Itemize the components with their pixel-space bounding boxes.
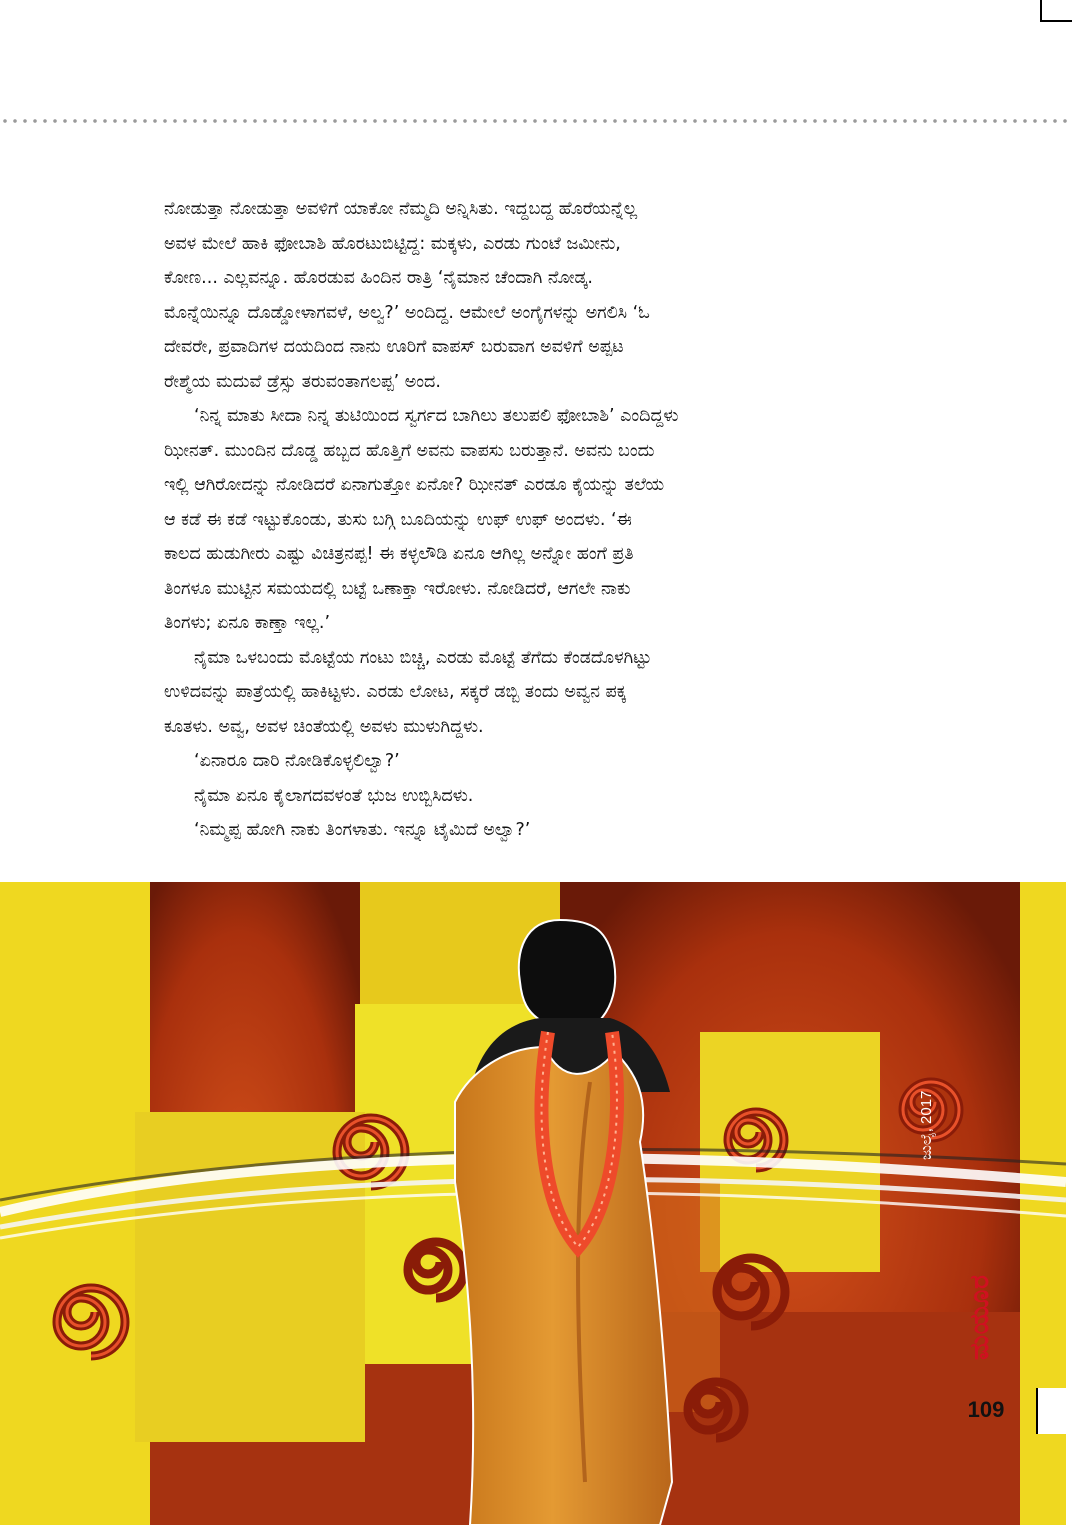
text-line: ರೇಶ್ಮೆಯ ಮದುವೆ ಡ್ರೆಸ್ಸು ತರುವಂತಾಗಲಪ್ಪ’ ಅಂದ. [164, 371, 441, 392]
text-line: ಕೋಣ... ಎಲ್ಲವನ್ನೂ. ಹೊರಡುವ ಹಿಂದಿನ ರಾತ್ರಿ ‘ನೈಮಾನ ಚೆಂದಾಗಿ ನೋಡ್ಕ. [164, 268, 593, 288]
text-line: ತಿಂಗಳು; ಏನೂ ಕಾಣ್ತಾ ಇಲ್ಲ.’ [164, 613, 331, 633]
text-line: ಇಲ್ಲಿ ಆಗಿರೋದನ್ನು ನೋಡಿದರೆ ಏನಾಗುತ್ತೋ ಏನೋ? ಝೀನತ್ ಎರಡೂ ಕೈಯನ್ನು ತಲೆಯ [164, 475, 665, 495]
story-text [164, 192, 924, 848]
page-number-tab [1036, 1388, 1072, 1434]
illustration [0, 882, 1066, 1525]
text-line: ಕಾಲದ ಹುಡುಗೀರು ಎಷ್ಟು ವಿಚಿತ್ರನಪ್ಪ! ಈ ಕಳ್ಳಲೌಡಿ ಏನೂ ಆಗಿಲ್ಲ ಅನ್ನೋ ಹಂಗೆ ಪ್ರತಿ [164, 544, 634, 564]
text-line: ‘ನಿಮ್ಮಪ್ಪ ಹೋಗಿ ನಾಕು ತಿಂಗಳಾತು. ಇನ್ನೂ ಟೈಮಿದೆ ಅಲ್ವಾ?’ [194, 820, 531, 840]
text-line: ಕೂತಳು. ಅವ್ವ, ಅವಳ ಚಿಂತೆಯಲ್ಲಿ ಅವಳು ಮುಳುಗಿದ್ದಳು. [164, 716, 484, 737]
dotted-rule [0, 118, 1072, 124]
text-line: ತಿಂಗಳೂ ಮುಟ್ಟಿನ ಸಮಯದಲ್ಲಿ ಬಟ್ಟೆ ಒಣಾಕ್ತಾ ಇರೋಳು. ನೋಡಿದರೆ, ಆಗಲೇ ನಾಕು [164, 578, 631, 599]
text-line: ಅವಳ ಮೇಲೆ ಹಾಕಿ ಫೋಬಾಶಿ ಹೊರಟುಬಿಟ್ಟಿದ್ದ: ಮಕ್ಕಳು, ಎರಡು ಗುಂಟೆ ಜಮೀನು, [164, 233, 621, 254]
crop-mark-top-horizontal [1040, 20, 1072, 22]
text-line: ‘ಏನಾರೂ ದಾರಿ ನೋಡಿಕೊಳ್ಳಲಿಲ್ವಾ?’ [194, 751, 400, 771]
text-line: ‘ನಿನ್ನ ಮಾತು ಸೀದಾ ನಿನ್ನ ತುಟಿಯಿಂದ ಸ್ವರ್ಗದ ಬಾಗಿಲು ತಲುಪಲಿ ಫೋಬಾಶಿ’ ಎಂದಿದ್ದಳು [194, 406, 679, 426]
text-line: ಉಳಿದವನ್ನು ಪಾತ್ರೆಯಲ್ಲಿ ಹಾಕಿಟ್ಟಳು. ಎರಡು ಲೋಟ, ಸಕ್ಕರೆ ಡಬ್ಬಿ ತಂದು ಅವ್ವನ ಪಕ್ಕ [164, 682, 627, 702]
crop-mark-top-vertical [1040, 0, 1042, 22]
text-line: ಆ ಕಡೆ ಈ ಕಡೆ ಇಟ್ಟುಕೊಂಡು, ತುಸು ಬಗ್ಗಿ ಬೂದಿಯನ್ನು ಉಫ್ ಉಫ್ ಅಂದಳು. ‘ಈ [164, 509, 632, 530]
text-line: ನೈಮಾ ಒಳಬಂದು ಮೊಟ್ಟೆಯ ಗಂಟು ಬಿಚ್ಚಿ, ಎರಡು ಮೊಟ್ಟೆ ತೆಗೆದು ಕೆಂಡದೊಳಗಿಟ್ಟು [194, 647, 652, 668]
figure-robe [455, 1047, 672, 1525]
text-line: ಝೀನತ್. ಮುಂದಿನ ದೊಡ್ಡ ಹಬ್ಬದ ಹೊತ್ತಿಗೆ ಅವನು ವಾಪಸು ಬರುತ್ತಾನೆ. ಅವನು ಬಂದು [164, 440, 655, 461]
issue-date: ಜುಲೈ, 2017 [918, 1090, 935, 1160]
page-number: 109 [967, 1397, 1005, 1422]
text-line: ನೈಮಾ ಏನೂ ಕೈಲಾಗದವಳಂತೆ ಭುಜ ಉಬ್ಬಿಸಿದಳು. [194, 785, 474, 806]
figure-head [519, 920, 615, 1020]
magazine-logo: ಮಯೂರ [964, 1274, 994, 1360]
text-line: ದೇವರೇ, ಪ್ರವಾದಿಗಳ ದಯದಿಂದ ನಾನು ಊರಿಗೆ ವಾಪಸ್ ಬರುವಾಗ ಅವಳಿಗೆ ಅಪ್ಪಟ [164, 337, 624, 357]
text-line: ಮೊನ್ನೆಯಿನ್ನೂ ದೊಡ್ಡೋಳಾಗವಳೆ, ಅಲ್ವ?’ ಅಂದಿದ್ದ. ಆಮೇಲೆ ಅಂಗೈಗಳನ್ನು ಅಗಲಿಸಿ ‘ಓ [164, 302, 650, 323]
text-line: ನೋಡುತ್ತಾ ನೋಡುತ್ತಾ ಅವಳಿಗೆ ಯಾಕೋ ನೆಮ್ಮದಿ ಅನ್ನಿಸಿತು. ಇದ್ದಬದ್ದ ಹೊರೆಯನ್ನೆಲ್ಲ [164, 199, 638, 219]
